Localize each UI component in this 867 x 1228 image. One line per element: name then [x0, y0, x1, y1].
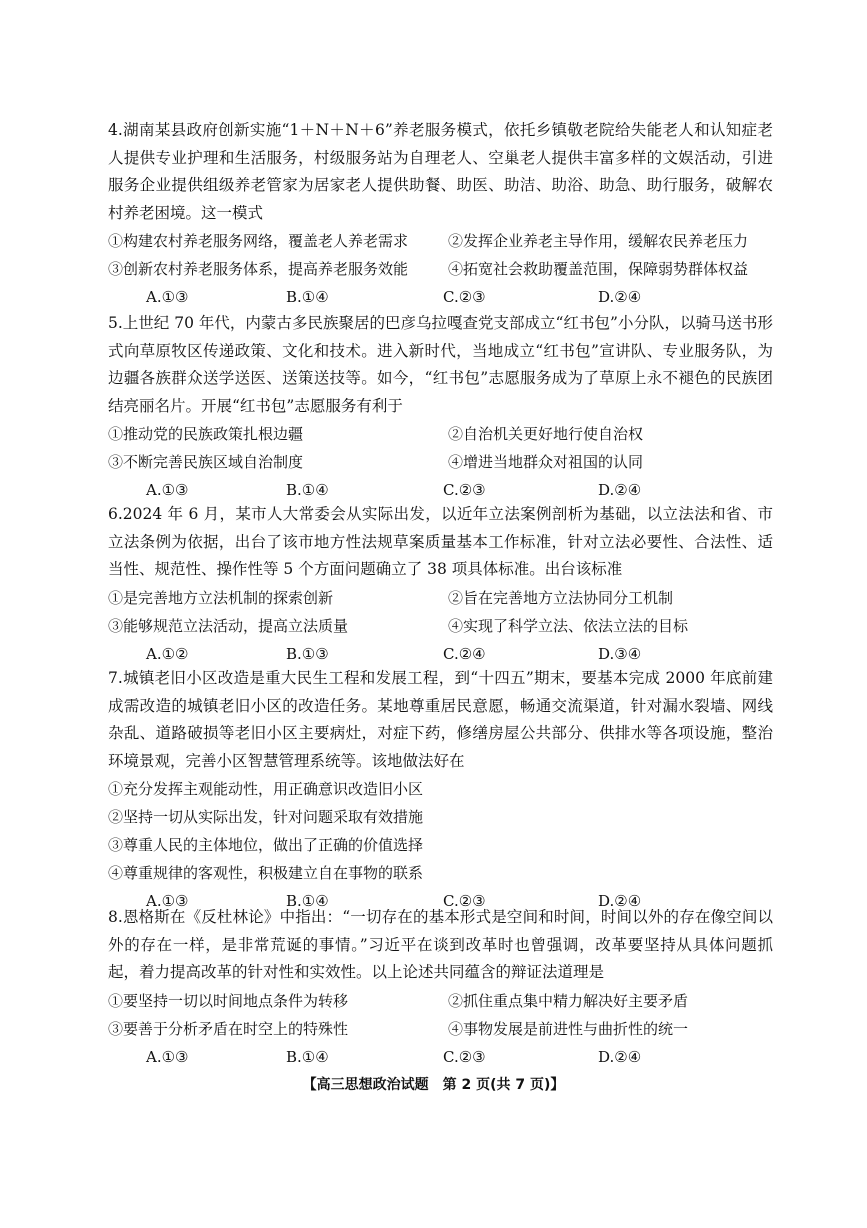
option-4: ④尊重规律的客观性，积极建立自在事物的联系 — [108, 864, 424, 882]
question-8-options — [108, 987, 773, 1043]
question-4-choices — [108, 283, 773, 311]
option-4: ④实现了科学立法、依法立法的目标 — [448, 617, 689, 635]
question-6 — [108, 501, 773, 668]
choice-b: B.①④ — [286, 288, 329, 306]
choice-b: B.①④ — [286, 892, 329, 910]
question-7-stem: 7.城镇老旧小区改造是重大民生工程和发展工程，到“十四五”期末，要基本完成 2000 年底前建成需改造的城镇老旧小区的改造任务。某地尊重居民意愿，畅通交流渠道，针对漏水裂墙、网线杂乱、道路破损等老旧小区主要病灶，对症下药，修缮房屋公共部分、供排水等各项设施，整治环境景观，完善小区智慧管理系统等。该地做法好在 — [108, 669, 773, 770]
question-5-choices — [108, 476, 773, 504]
option-2: ②发挥企业养老主导作用，缓解农民养老压力 — [448, 232, 749, 250]
choice-c: C.②③ — [443, 481, 486, 499]
choice-a: A.①③ — [146, 1048, 189, 1066]
choice-c: C.②③ — [443, 288, 486, 306]
option-2: ②自治机关更好地行使自治权 — [448, 425, 644, 443]
option-1: ①推动党的民族政策扎根边疆 — [108, 425, 304, 443]
choice-c: C.②③ — [443, 892, 486, 910]
question-7 — [108, 665, 773, 915]
option-3: ③创新农村养老服务体系，提高养老服务效能 — [108, 260, 409, 278]
choice-c: C.②③ — [443, 1048, 486, 1066]
option-1: ①充分发挥主观能动性，用正确意识改造旧小区 — [108, 780, 424, 798]
option-4: ④增进当地群众对祖国的认同 — [448, 453, 644, 471]
choice-a: A.①③ — [146, 892, 189, 910]
option-2: ②抓住重点集中精力解决好主要矛盾 — [448, 992, 689, 1010]
option-3: ③要善于分析矛盾在时空上的特殊性 — [108, 1020, 349, 1038]
option-1: ①要坚持一切以时间地点条件为转移 — [108, 992, 349, 1010]
option-1: ①是完善地方立法机制的探索创新 — [108, 589, 334, 607]
option-2: ②旨在完善地方立法协同分工机制 — [448, 589, 674, 607]
question-6-choices — [108, 640, 773, 668]
choice-d: D.②④ — [598, 288, 642, 306]
question-4-stem: 4.湖南某县政府创新实施“1＋N＋N＋6”养老服务模式，依托乡镇敬老院给失能老人和认知症老人提供专业护理和生活服务，村级服务站为自理老人、空巢老人提供丰富多样的文娱活动，引进服务企业提供组级养老管家为居家老人提供助餐、助医、助洁、助浴、助急、助行服务，破解农村养老困境。这一模式 — [108, 121, 773, 222]
choice-b: B.①④ — [286, 481, 329, 499]
choice-a: A.①② — [146, 645, 189, 663]
question-5-options — [108, 420, 773, 476]
choice-d: D.②④ — [598, 892, 642, 910]
question-8-choices — [108, 1043, 773, 1071]
question-8-stem: 8.恩格斯在《反杜林论》中指出：“一切存在的基本形式是空间和时间，时间以外的存在像空间以外的存在一样，是非常荒诞的事情。”习近平在谈到改革时也曾强调，改革要坚持从具体问题抓起，着力提高改革的针对性和实效性。以上论述共同蕴含的辩证法道理是 — [108, 908, 773, 981]
question-6-options — [108, 584, 773, 640]
choice-a: A.①③ — [146, 481, 189, 499]
question-4 — [108, 117, 773, 311]
choice-d: D.③④ — [598, 645, 642, 663]
option-3: ③不断完善民族区域自治制度 — [108, 453, 304, 471]
question-8 — [108, 904, 773, 1071]
question-7-options — [108, 775, 773, 887]
option-3: ③尊重人民的主体地位，做出了正确的价值选择 — [108, 836, 424, 854]
option-3: ③能够规范立法活动，提高立法质量 — [108, 617, 349, 635]
question-6-stem: 6.2024 年 6 月，某市人大常委会从实际出发，以近年立法案例剖析为基础，以立法法和省、市立法条例为依据，出台了该市地方性法规草案质量基本工作标准，针对立法必要性、合法性、适当性、规范性、操作性等 5 个方面问题确立了 38 项具体标准。出台该标准 — [108, 505, 773, 578]
question-4-options — [108, 227, 773, 283]
question-5 — [108, 310, 773, 504]
choice-d: D.②④ — [598, 481, 642, 499]
question-5-stem: 5.上世纪 70 年代，内蒙古多民族聚居的巴彦乌拉嘎查党支部成立“红书包”小分队，以骑马送书形式向草原牧区传递政策、文化和技术。进入新时代，当地成立“红书包”宣讲队、专业服务队，为边疆各族群众送学送医、送策送技等。如今，“红书包”志愿服务成为了草原上永不褪色的民族团结亮丽名片。开展“红书包”志愿服务有利于 — [108, 314, 773, 415]
choice-b: B.①④ — [286, 1048, 329, 1066]
option-2: ②坚持一切从实际出发，针对问题采取有效措施 — [108, 808, 424, 826]
option-4: ④事物发展是前进性与曲折性的统一 — [448, 1020, 689, 1038]
choice-d: D.②④ — [598, 1048, 642, 1066]
choice-c: C.②④ — [443, 645, 486, 663]
option-1: ①构建农村养老服务网络，覆盖老人养老需求 — [108, 232, 409, 250]
choice-b: B.①③ — [286, 645, 329, 663]
option-4: ④拓宽社会救助覆盖范围，保障弱势群体权益 — [448, 260, 749, 278]
choice-a: A.①③ — [146, 288, 189, 306]
page-footer: 【高三思想政治试题 第 2 页(共 7 页)】 — [302, 1077, 565, 1093]
